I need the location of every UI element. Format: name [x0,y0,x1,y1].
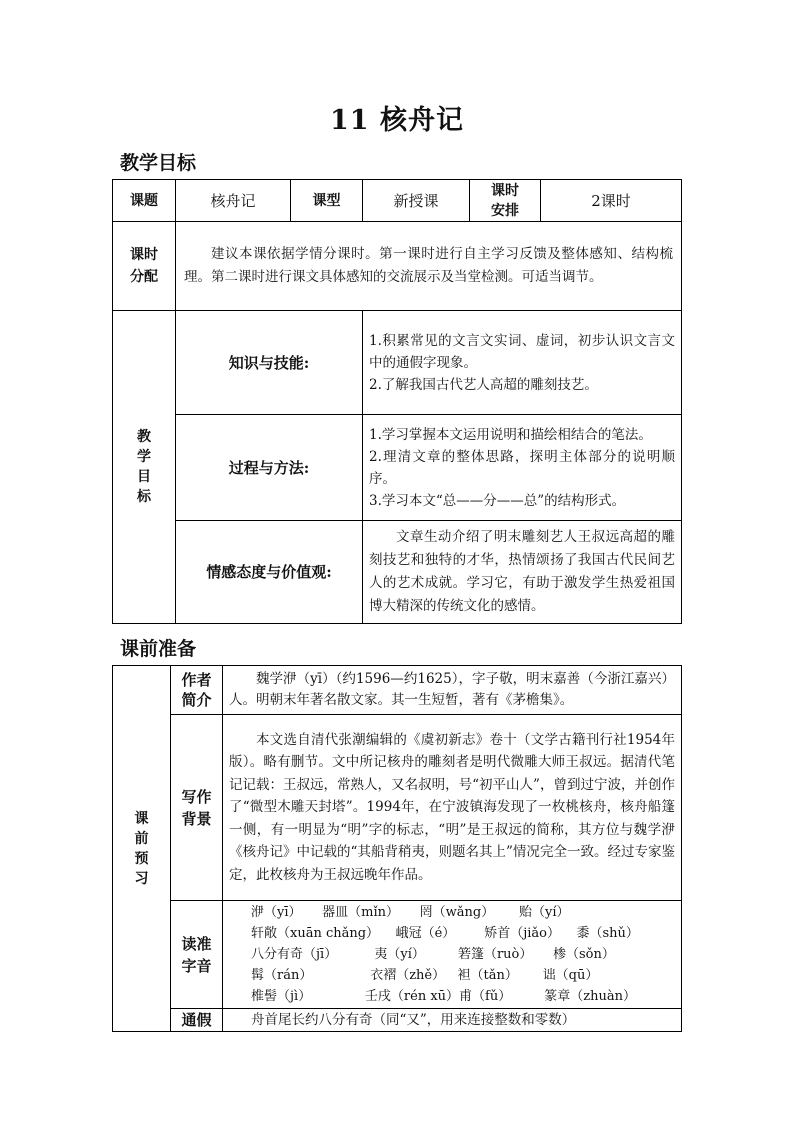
section-heading-goals: 教学目标 [120,152,197,174]
arrange-value: 2课时 [541,180,682,222]
tongjia-text: 舟首尾长约八分有奇（同“又”，用来连接整数和零数） [223,1009,682,1032]
background-text: 本文选自清代张潮编辑的《虞初新志》卷十（文学古籍刊行社1954年版）。略有删节。文中所记核舟的雕刻者是明代微雕大师王叔远。据清代笔记记载：王叔远，常熟人，又名叔明，号“初平山人”，曾到过宁波，并创作了“微型木雕天封塔”。1994年，在宁波镇海发现了一枚桃核舟，核舟船篷一侧，有一明显为“明”字的标志，“明”是王叔远的简称，其方位与魏学洢《核舟记》中记载的“其船背稍夷，则题名其上”情况完全一致。经过专家鉴定，此枚核舟为王叔远晚年作品。 [223,715,682,901]
list-item: 3.学习本文“总——分——总”的结构形式。 [369,492,626,509]
type-value: 新授课 [363,180,470,222]
pronunciation-list [223,901,682,1009]
goal-knowledge-content [363,311,682,415]
list-item: 椎髻（jì） 壬戌（rén xū）甫（fǔ） 篆章（zhuàn） [251,989,636,1004]
preparation-table [112,665,682,1032]
list-item: 1.学习掌握本文运用说明和描绘相结合的笔法。 [369,426,652,443]
header-pre: 课 前 预 习 [134,810,149,887]
teaching-goals-table [112,179,682,624]
list-item: 2.理清文章的整体思路，探明主体部分的说明顺序。 [369,448,675,487]
header-alloc: 课时 分配 [113,222,176,311]
goal-knowledge-label: 知识与技能: [176,311,363,415]
header-goal: 教 学 目 标 [136,429,151,505]
goal-emotion-content: 文章生动介绍了明末雕刻艺人王叔远高超的雕刻技艺和独特的才华，热情颂扬了我国古代民间艺人的艺术成就。学习它，有助于激发学生热爱祖国博大精深的传统文化的感情。 [363,521,682,624]
list-item: 八分有奇（jī） 夷（yí） 箬篷（ruò） 椮（sǒn） [251,947,615,962]
goal-process-content [363,415,682,521]
alloc-text: 建议本课依据学情分课时。第一课时进行自主学习反馈及整体感知、结构梳理。第二课时进行课文具体感知的交流展示及当堂检测。可适当调节。 [176,222,682,311]
topic-value: 核舟记 [176,180,291,222]
section-heading-prep: 课前准备 [120,638,197,660]
page-title: 11 核舟记 [330,105,464,136]
goal-emotion-label: 情感态度与价值观: [176,521,363,624]
list-item: 轩敞（xuān chǎng） 峨冠（é） 矫首（jiǎo） 黍（shǔ） [251,926,639,941]
header-tongjia: 通假 [171,1009,223,1032]
goal-process-label: 过程与方法: [176,415,363,521]
header-topic: 课题 [113,180,176,222]
list-item: 1.积累常见的文言文实词、虚词，初步认识文言文中的通假字现象。 [369,332,675,371]
header-bg: 写作 背景 [171,715,223,901]
list-item: 2.了解我国古代艺人高超的雕刻技艺。 [369,376,598,393]
header-arrange: 课时 安排 [470,180,541,222]
header-author: 作者 简介 [171,666,223,715]
header-read: 读准 字音 [171,901,223,1009]
author-text: 魏学洢（yī）（约1596—约1625），字子敬，明末嘉善（今浙江嘉兴）人。明朝末年著名散文家。其一生短暂，著有《茅檐集》。 [223,666,682,715]
list-item: 髯（rán） 衣褶（zhě） 袒（tǎn） 诎（qū） [251,968,599,983]
header-type: 课型 [291,180,363,222]
list-item: 洢（yī） 器皿（mǐn） 罔（wǎng） 贻（yí） [251,905,570,920]
